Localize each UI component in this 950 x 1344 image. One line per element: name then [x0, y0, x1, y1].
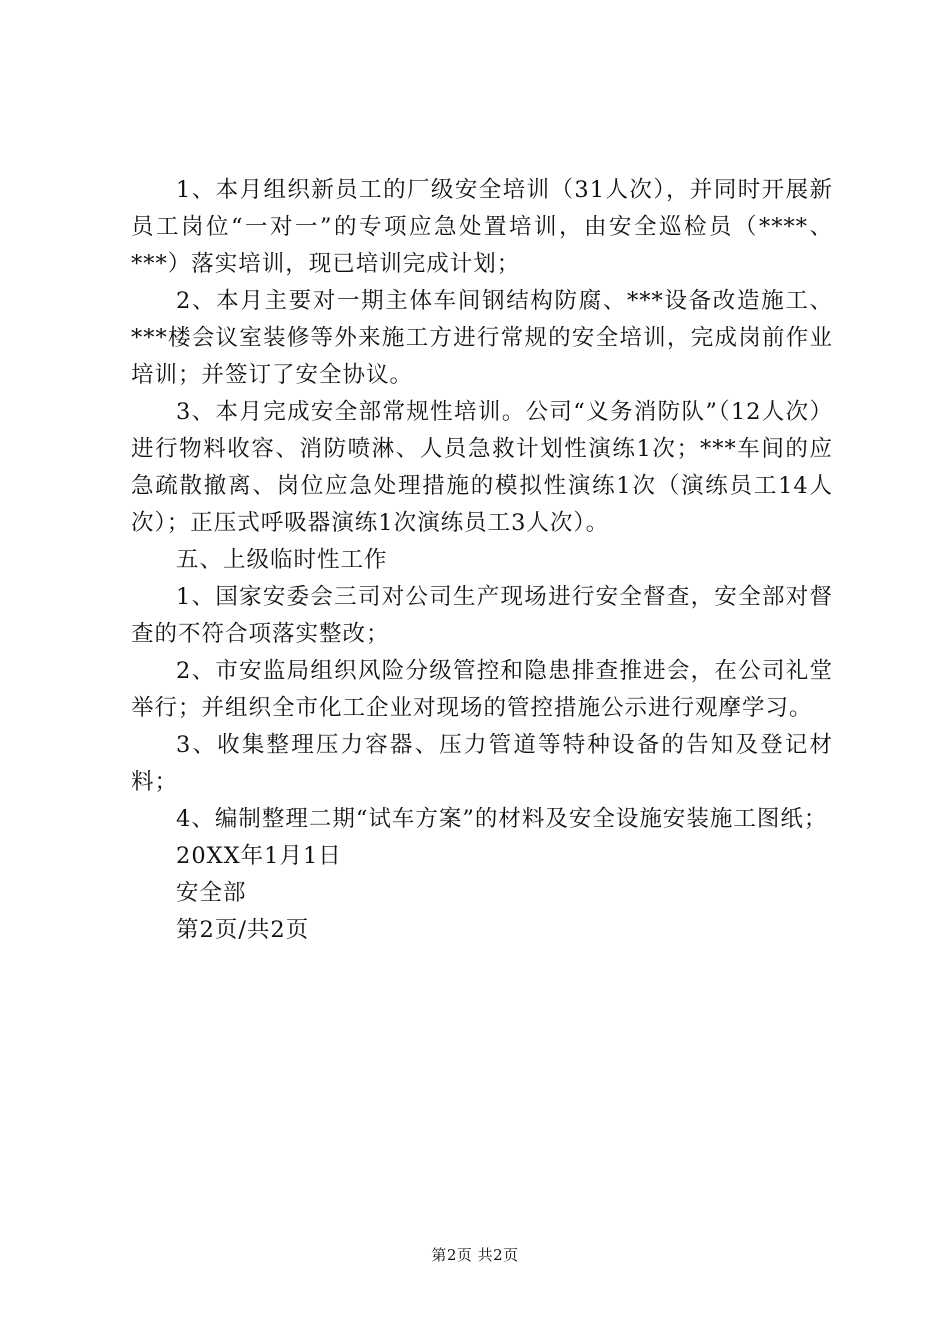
paragraph-training-new-staff: 1、本月组织新员工的厂级安全培训（31人次），并同时开展新员工岗位“一对一”的专项应急处置培训，由安全巡检员（****、***）落实培训，现已培训完成计划； — [131, 177, 833, 277]
page-footer — [0, 1244, 950, 1265]
footer-page-number: 第2页 共2页 — [431, 1246, 519, 1264]
inline-page-label: 第2页/共2页 — [176, 917, 310, 943]
paragraph-contractor-training: 2、本月主要对一期主体车间钢结构防腐、***设备改造施工、***楼会议室装修等外来施工方进行常规的安全培训，完成岗前作业培训；并签订了安全协议。 — [131, 288, 833, 388]
paragraph-routine-drills: 3、本月完成安全部常规性培训。公司“义务消防队”（12人次）进行物料收容、消防喷淋、人员急救计划性演练1次；***车间的应急疏散撤离、岗位应急处理措施的模拟性演练1次（演练员工14人次）；正压式呼吸器演练1次演练员工3人次）。 — [131, 399, 833, 536]
paragraph-inspection-rectification: 1、国家安委会三司对公司生产现场进行安全督查，安全部对督查的不符合项落实整改； — [131, 584, 833, 647]
paragraph-special-equipment: 3、收集整理压力容器、压力管道等特种设备的告知及登记材料； — [131, 732, 833, 795]
paragraph-risk-control-meeting: 2、市安监局组织风险分级管控和隐患排查推进会，在公司礼堂举行；并组织全市化工企业对现场的管控措施公示进行观摩学习。 — [131, 658, 833, 721]
signature-date: 20XX年1月1日 — [176, 843, 342, 869]
signature-department: 安全部 — [176, 880, 247, 906]
paragraph-trial-run-plan: 4、编制整理二期“试车方案”的材料及安全设施安装施工图纸； — [176, 806, 828, 832]
document-body — [131, 172, 833, 949]
section-heading-temporary-work: 五、上级临时性工作 — [176, 547, 388, 573]
